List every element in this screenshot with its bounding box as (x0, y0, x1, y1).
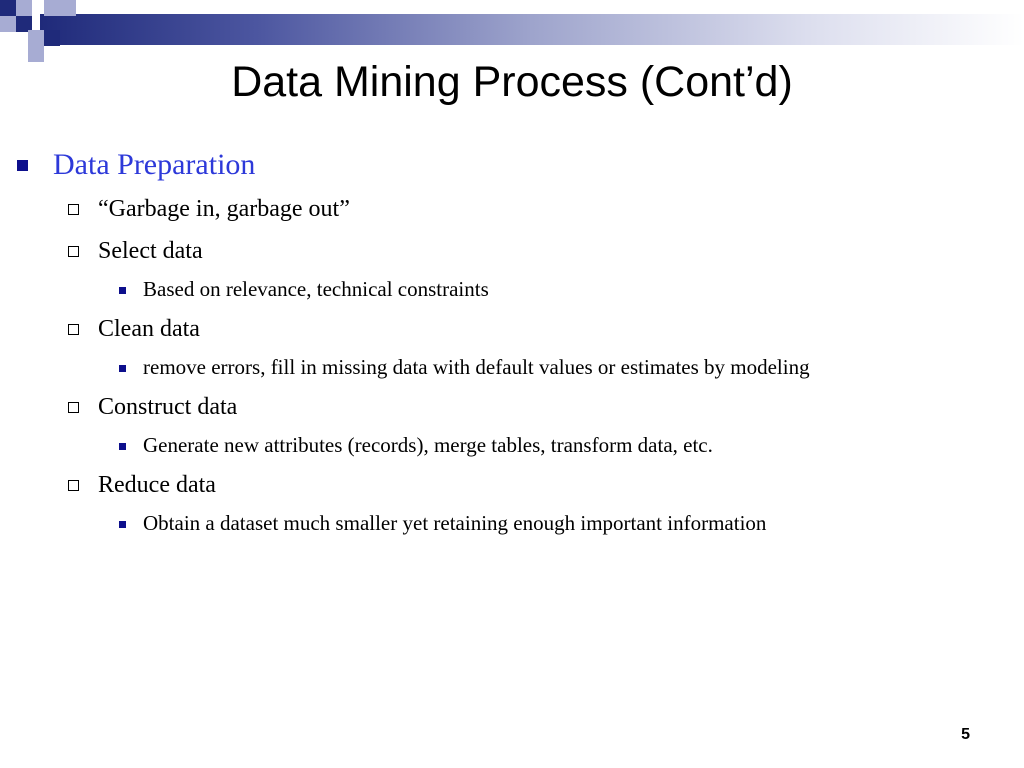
bullet-icon (119, 443, 126, 450)
list-item: Reduce data (98, 472, 216, 498)
bullet-icon (119, 287, 126, 294)
sub-list-item: Obtain a dataset much smaller yet retaining enough important information (143, 511, 767, 535)
heading-data-preparation: Data Preparation (53, 148, 256, 181)
sub-list-item: Based on relevance, technical constraints (143, 277, 489, 301)
list-item: Construct data (98, 394, 238, 420)
hollow-square-bullet-icon (68, 246, 79, 257)
list-item: Select data (98, 238, 203, 264)
page-number: 5 (961, 726, 970, 743)
sub-list-item: remove errors, fill in missing data with default values or estimates by modeling (143, 355, 810, 379)
list-item: Clean data (98, 316, 200, 342)
sub-list-item: Generate new attributes (records), merge tables, transform data, etc. (143, 433, 713, 457)
hollow-square-bullet-icon (68, 204, 79, 215)
slide-title: Data Mining Process (Cont’d) (231, 58, 793, 106)
hollow-square-bullet-icon (68, 402, 79, 413)
bullet-icon (119, 365, 126, 372)
list-item: “Garbage in, garbage out” (98, 196, 350, 222)
bullet-icon (17, 160, 28, 171)
hollow-square-bullet-icon (68, 324, 79, 335)
hollow-square-bullet-icon (68, 480, 79, 491)
bullet-icon (119, 521, 126, 528)
